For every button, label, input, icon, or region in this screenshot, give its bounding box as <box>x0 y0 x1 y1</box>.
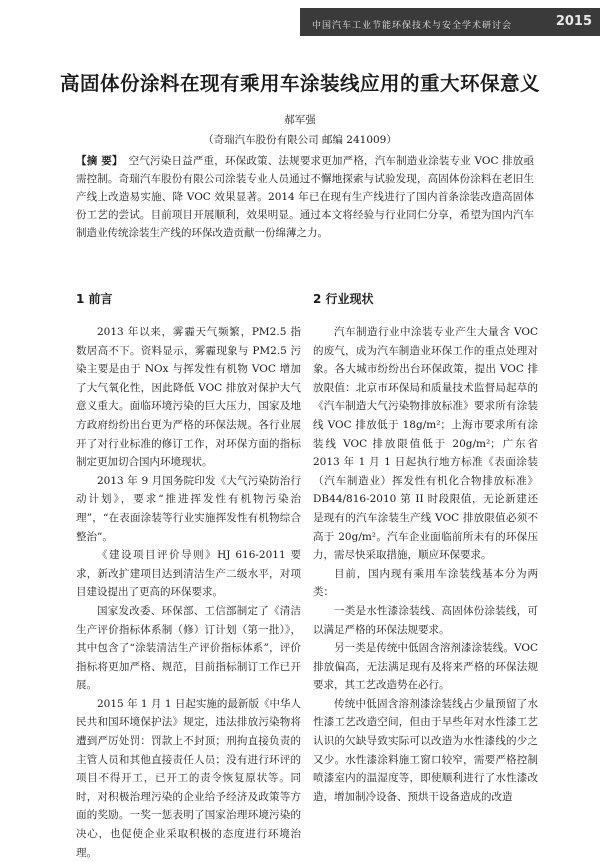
paper-title: 高固体份涂料在现有乘用车涂装线应用的重大环保意义 <box>59 72 540 95</box>
column-right <box>313 290 538 806</box>
section-heading-industry: 2 行业现状 <box>313 292 374 306</box>
paragraph: 另一类是传统中低固含溶剂漆涂装线。VOC 排放偏高，无法满足现有及将来严格的环保法规要求，其工艺改造势在必行。 <box>313 642 538 692</box>
section-heading-intro: 1 前言 <box>76 292 113 306</box>
paper-author: 郝军强 <box>284 114 316 126</box>
paragraph: 2015 年 1 月 1 日起实施的最新版《中华人民共和国环境保护法》规定，违法排放污染物将遭到严厉处罚：罚款上不封顶；刑拘直接负责的主管人员和其他直接责任人员；没有进行环评的项目不得开工，已开工的责令恢复原状等。同时，对积极治理污染的企业给予经济及政策等方面的奖励。一奖一惩表明了国家治理环境污染的决心，也促使企业采取积极的态度进行环境治理。 <box>76 697 301 859</box>
journal-header-bar <box>300 8 600 36</box>
paragraph: 国家发改委、环保部、工信部制定了《清洁生产评价指标体系制（修）订计划（第一批）》，其中包含了“涂装清洁生产评价指标体系”，评价指标将更加严格、规范，目前指标制订工作已开展。 <box>76 604 301 692</box>
abstract-text: 空气污染日益严重，环保政策、法规要求更加严格，汽车制造业涂装专业 VOC 排放亟需控制。奇瑞汽车股份有限公司涂装专业人员通过不懈地探索与试验发现，高固体份涂料在老旧生产线上改造易实施、降 VOC 效果显著。2014 年已在现有生产线进行了国内首条涂装改造高固体份工艺的尝试。目前项目开展顺利，效果明显。通过本文将经验与行业同仁分享，希望为国内汽车制造业传统涂装生产线的环保改造贡献一份绵薄之力。 <box>76 155 535 239</box>
paragraph: 汽车制造行业中涂装专业产生大量含 VOC 的废气，成为汽车制造业环保工作的重点处理对象。各大城市纷纷出台环保政策，提出 VOC 排放限值：北京市环保局和质量技术监督局起草的《汽车制造大气污染物排放标准》要求所有涂装线 VOC 排放低于 18g/m²；上海市要求所有涂装线 VOC 排放限值低于 20g/m²；广东省 2013 年 1 月 1 日起执行地方标准《表面涂装（汽车制造业）挥发性有机化合物排放标准》DB44/816-2010 第 II 时段限值，无论新建还是现有的汽车涂装生产线 VOC 排放限值必须不高于 20g/m²。汽车企业面临前所未有的环保压力，需尽快采取措施，顺应环保要求。 <box>313 326 538 562</box>
paragraph: 2013 年 9 月国务院印发《大气污染防治行动计划》，要求“推进挥发性有机物污染治理”，“在表面涂装等行业实施挥发性有机物综合整治”。 <box>76 474 301 543</box>
journal-name: 中国汽车工业节能环保技术与安全学术研讨会 <box>312 21 513 31</box>
abstract-label: 【摘 要】 <box>76 155 123 167</box>
journal-year: 2015 <box>555 14 592 29</box>
paragraph: 传统中低固含溶剂漆涂装线占少量预留了水性漆工艺改造空间，但由于早些年对水性漆工艺认识的欠缺导致实际可以改造为水性漆线的少之又少。水性漆涂料施工窗口较窄，需要严格控制喷漆室内的温湿度等，即使顺利进行了水性漆改造，增加制冷设备、预烘干设备造成的改造 <box>313 697 538 803</box>
abstract-block <box>76 152 534 242</box>
paragraph: 《建设项目评价导则》HJ 616-2011 要求，新改扩建项目达到清洁生产二级水平，对项目建设提出了更高的环保要求。 <box>76 549 301 599</box>
paragraph: 一类是水性漆涂装线、高固体份涂装线，可以满足严格的环保法规要求。 <box>313 604 538 636</box>
paragraph: 目前，国内现有乘用车涂装线基本分为两类： <box>313 567 538 599</box>
paragraph: 2013 年以来，雾霾天气频繁，PM2.5 指数居高不下。资料显示，雾霾现象与 PM2.5 污染主要是由于 NOx 与挥发性有机物 VOC 增加了大气氧化性，因此降低 VOC 排放对保护大气意义重大。面临环境污染的巨大压力，国家及地方政府纷纷出台更为严格的环保法规。各行业展开了对行业标准的修订工作，对环保方面的指标制定更加切合国内环境现状。 <box>76 326 301 469</box>
paper-affiliation: （奇瑞汽车股份有限公司 邮编 241009） <box>203 134 397 146</box>
column-left <box>76 290 301 862</box>
